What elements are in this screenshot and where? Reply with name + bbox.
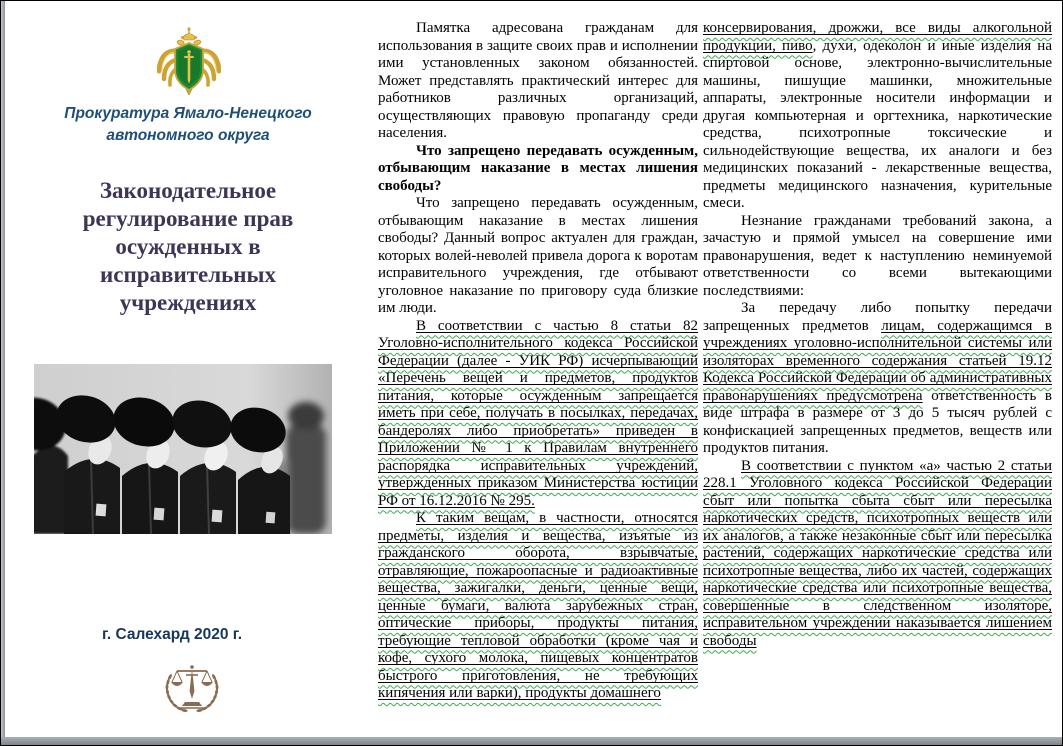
organization-name: Прокуратура Ямало-Ненецкого автономного округа — [64, 105, 312, 144]
window-left-edge — [1, 1, 5, 745]
paragraph — [703, 20, 1052, 213]
underlined-text: В соответствии с пунктом «а» частью 2 статьи 228.1 Уголовного кодекса Российской Федерации сбыт или попытка сбыта сбыт или пересылка наркотических средств, психотропных веществ или их аналогов, а также незаконные сбыт или пересылка растений, содержащих наркотические средства или психотропные вещества, либо их частей, содержащих наркотические средства или психотропные вещества, совершенные в следственном изоляторе, исправительном учреждении наказывается лишением свободы — [703, 457, 1052, 649]
paragraph — [378, 20, 698, 143]
paragraph — [703, 300, 1052, 458]
document-title: Законодательное регулирование прав осужденных в исправительных учреждениях — [82, 178, 294, 315]
cover-panel — [7, 1, 369, 745]
prisoners-photo — [34, 364, 332, 534]
body-text: Памятка адресована гражданам для использования в защите своих прав и исполнении ими установленных законом обязанностей. Может представлять практический интерес для работников различных организаций, осуществляющих правовую пропаганду среди населения. — [378, 20, 698, 141]
paragraph — [378, 510, 698, 703]
paragraph — [378, 143, 698, 196]
paragraph — [378, 318, 698, 511]
underlined-text: лицам, содержащимся в учреждениях уголовно-исполнительной системы или изоляторах временного содержания статьей 19.12 Кодекса Российской Федерации об административных правонарушениях предусмотрена — [703, 317, 1052, 404]
paragraph — [378, 195, 698, 318]
text-column-middle — [378, 20, 698, 703]
paragraph — [703, 458, 1052, 651]
underlined-text: В соответствии с частью 8 статьи 82 Уголовно-исполнительного кодекса Российской Федерации (далее - УИК РФ) исчерпывающий «Перечень вещей и предметов, продуктов питания, которые осужденным запрещается иметь при себе, получать в посылках, передачах, бандеролях либо приобретать» приведен в Приложении № 1 к Правилам внутреннего распорядка исправительных учреждений, утвержденных приказом Министерства юстиции РФ от 16.12.2016 № 295. — [378, 317, 698, 509]
body-text: , духи, одеколон и иные изделия на спиртовой основе, электронно-вычислительные машины, пишущие машинки, множительные аппараты, электронные носители информации и другая компьютерная и оргтехника, наркотические средства, психотропные токсические и сильнодействующие вещества, их аналоги и без медицинских показаний - лекарственные вещества, предметы медицинского назначения, курительные смеси. — [703, 37, 1052, 211]
underlined-text: консервирования, дрожжи, все виды алкогольной продукции, пиво — [703, 20, 1052, 54]
city-year-line: г. Салехард 2020 г. — [101, 626, 243, 643]
body-text: Что запрещено передавать осужденным, отбывающим наказание в местах лишения свободы? Данный вопрос актуален для граждан, которых волей-неволей привела дорога к воротам исправительного учреждения, где отбывают уголовное наказание по приговору суда близкие им люди. — [378, 195, 698, 316]
body-text: Незнание гражданами требований закона, а зачастую и прямой умысел на совершение ими правонарушения, ведет к наступлению неминуемой ответственности со всеми вытекающими последствиями: — [703, 212, 1052, 299]
prosecutor-eagle-emblem-icon — [157, 25, 221, 95]
body-text: ответственность в виде штрафа в размере от 3 до 5 тысяч рублей с конфискацией запрещенных предметов, веществ или продуктов питания. — [703, 387, 1053, 456]
paragraph — [703, 213, 1052, 301]
underlined-text: К таким вещам, в частности, относятся предметы, изделия и вещества, изъятые из гражданского оборота, взрывчатые, отравляющие, пожароопасные и радиоактивные вещества, зажигалки, деньги, ценные вещи, ценные бумаги, валюта зарубежных стран, оптические приборы, продукты питания, требующие тепловой обработки (кроме чая и кофе, сухого молока, пищевых концентратов быстрого приготовления, не требующих кипячения или варки), продукты домашнего — [378, 510, 698, 701]
justice-scales-icon — [162, 661, 222, 713]
text-column-right — [703, 20, 1052, 650]
window-bottom-edge — [1, 737, 1062, 745]
body-text: За передачу либо попытку передачи запрещенных предметов — [703, 300, 1052, 334]
bold-heading-text: Что запрещено передавать осужденным, отбывающим наказание в местах лишения свободы? — [378, 142, 698, 194]
